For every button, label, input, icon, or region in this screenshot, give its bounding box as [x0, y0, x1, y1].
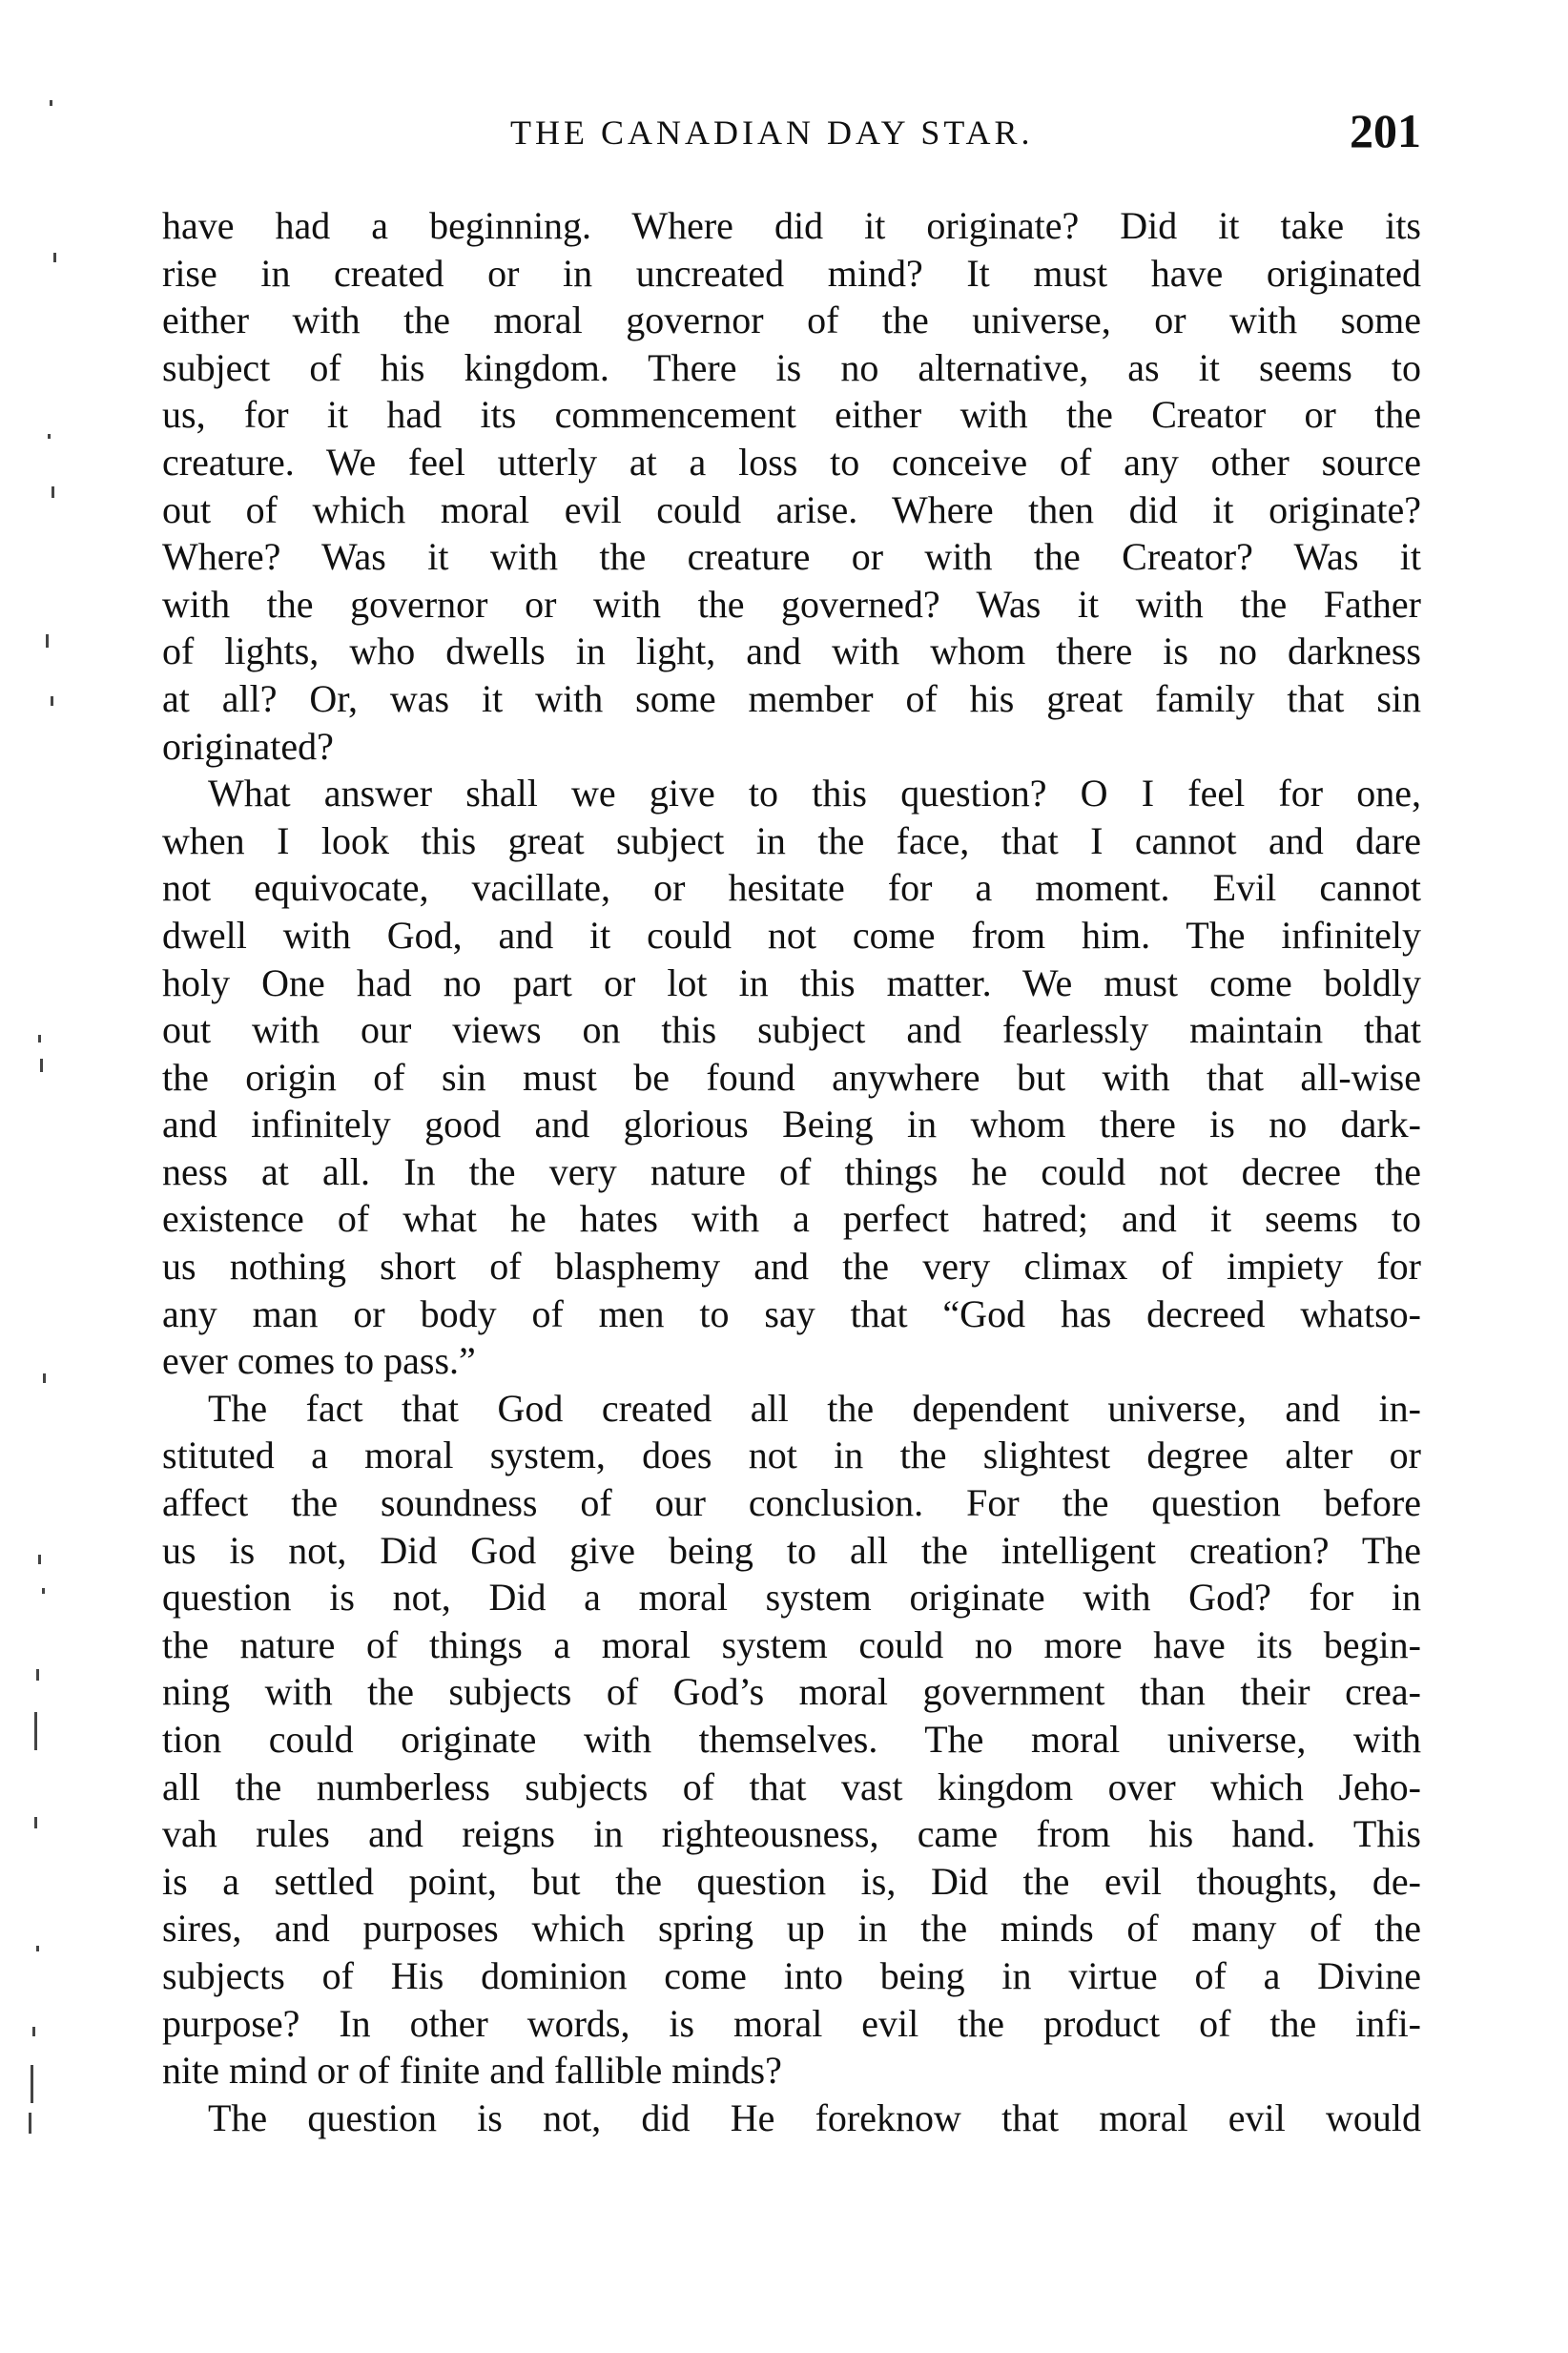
text-line: purpose? In other words, is moral evil the product of the infi-: [162, 2001, 1421, 2045]
text-line: Where? Was it with the creature or with the Creator? Was it: [162, 535, 1421, 579]
text-line: at all? Or, was it with some member of his great family that sin: [162, 676, 1421, 720]
text-line: creature. We feel utterly at a loss to conceive of any other source: [162, 440, 1421, 484]
running-head: [162, 103, 1421, 160]
text-line: subjects of His dominion come into being in virtue of a Divine: [162, 1953, 1421, 1997]
text-line: originated?: [162, 724, 334, 768]
text-line: not equivocate, vacillate, or hesitate for a moment. Evil cannot: [162, 866, 1421, 910]
text-line: us, for it had its commencement either with the Creator or the: [162, 393, 1421, 437]
text-line: affect the soundness of our conclusion. For the question before: [162, 1481, 1421, 1525]
text-line: ness at all. In the very nature of things he could not decree the: [162, 1149, 1421, 1193]
margin-specks: [0, 0, 57, 2353]
text-line: the nature of things a moral system could no more have its begin-: [162, 1622, 1421, 1666]
text-line: either with the moral governor of the universe, or with some: [162, 299, 1421, 342]
text-line: with the governor or with the governed? Was it with the Father: [162, 582, 1421, 626]
text-line: subject of his kingdom. There is no alternative, as it seems to: [162, 345, 1421, 389]
body-text: [162, 202, 1421, 2141]
page-number: 201: [1350, 104, 1421, 157]
running-title: THE CANADIAN DAY STAR.: [510, 114, 1034, 152]
text-line: all the numberless subjects of that vast kingdom over which Jeho-: [162, 1765, 1421, 1808]
text-line: The question is not, did He foreknow that moral evil would: [208, 2095, 1421, 2139]
text-line: ning with the subjects of God’s moral government than their crea-: [162, 1670, 1421, 1714]
text-line: The fact that God created all the dependent universe, and in-: [208, 1386, 1421, 1430]
text-line: of lights, who dwells in light, and with whom there is no darkness: [162, 630, 1421, 673]
text-line: question is not, Did a moral system originate with God? for in: [162, 1576, 1421, 1620]
text-line: is a settled point, but the question is, Did the evil thoughts, de-: [162, 1859, 1421, 1903]
text-line: ever comes to pass.”: [162, 1339, 476, 1383]
text-line: What answer shall we give to this question? O I feel for one,: [208, 772, 1421, 815]
text-line: dwell with God, and it could not come from him. The infinitely: [162, 913, 1421, 957]
text-line: any man or body of men to say that “God has decreed whatso-: [162, 1291, 1421, 1335]
text-line: tion could originate with themselves. The moral universe, with: [162, 1718, 1421, 1761]
text-line: and infinitely good and glorious Being in whom there is no dark-: [162, 1103, 1421, 1146]
text-line: out with our views on this subject and fearlessly maintain that: [162, 1008, 1421, 1052]
text-line: us is not, Did God give being to all the intelligent creation? The: [162, 1528, 1421, 1572]
text-line: when I look this great subject in the face, that I cannot and dare: [162, 818, 1421, 862]
text-line: us nothing short of blasphemy and the very climax of impiety for: [162, 1245, 1421, 1289]
text-line: nite mind or of finite and fallible minds?: [162, 2049, 782, 2093]
text-line: have had a beginning. Where did it originate? Did it take its: [162, 204, 1421, 247]
text-line: holy One had no part or lot in this matter. We must come boldly: [162, 960, 1421, 1004]
text-line: stituted a moral system, does not in the slightest degree alter or: [162, 1434, 1421, 1477]
text-line: rise in created or in uncreated mind? It must have originated: [162, 251, 1421, 295]
text-line: the origin of sin must be found anywhere but with that all-wise: [162, 1055, 1421, 1099]
text-line: sires, and purposes which spring up in the minds of many of the: [162, 1907, 1421, 1951]
text-line: out of which moral evil could arise. Where then did it originate?: [162, 487, 1421, 531]
text-line: vah rules and reigns in righteousness, came from his hand. This: [162, 1812, 1421, 1856]
text-line: existence of what he hates with a perfect hatred; and it seems to: [162, 1197, 1421, 1241]
